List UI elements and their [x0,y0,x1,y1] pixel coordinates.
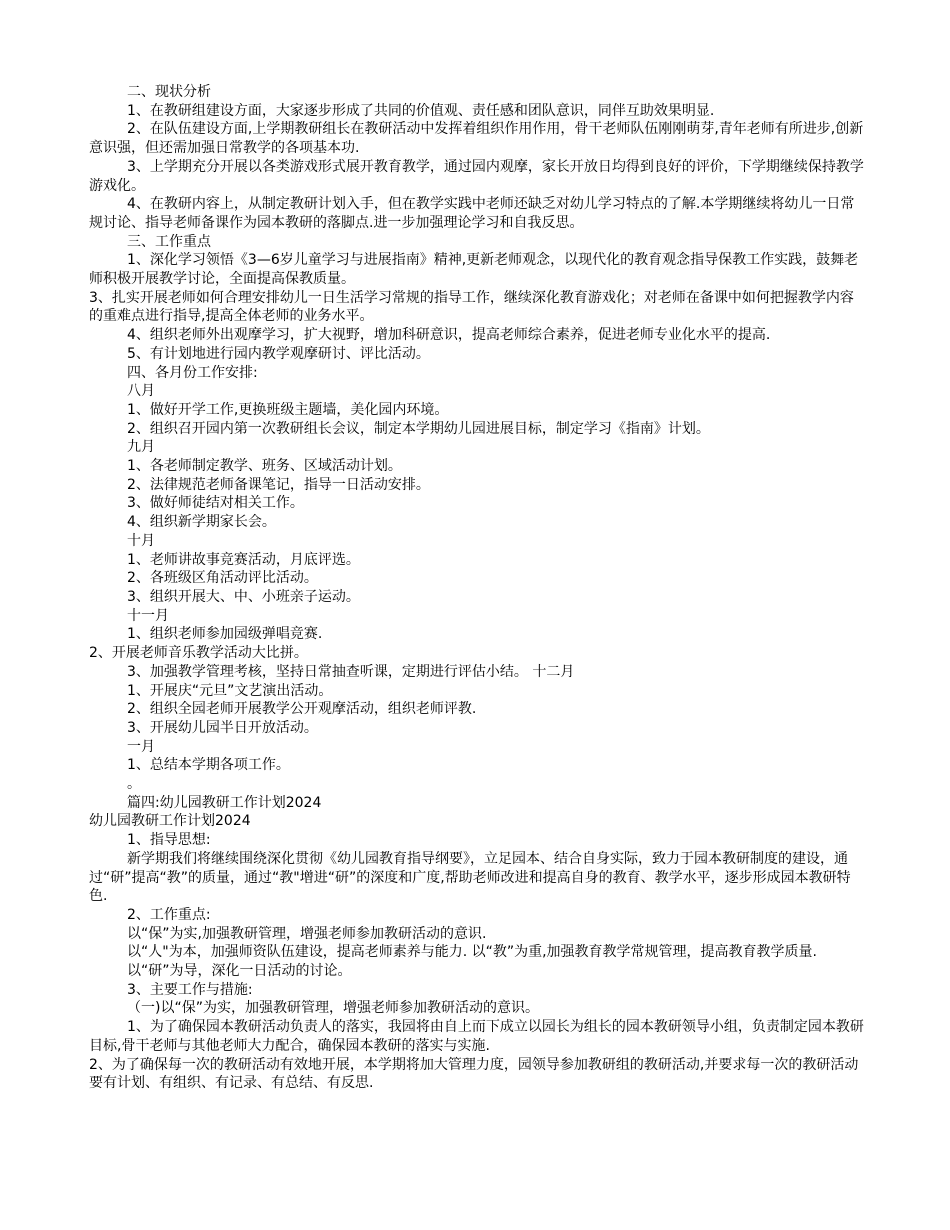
paragraph: 十月 [127,532,155,549]
paragraph: 以“保”为实,加强教研管理，增强老师参加教研活动的意识. [127,925,487,942]
paragraph: 2、各班级区角活动评比活动。 [127,570,318,587]
paragraph: 2、工作重点: [127,906,211,923]
paragraph: 5、有计划地进行园内教学观摩研讨、评比活动。 [127,345,430,362]
paragraph: 二、现状分析 [127,84,211,100]
paragraph: 2、为了确保每一次的教研活动有效地开展，本学期将加大管理力度，园领导参加教研组的教研活动,并要求每一次的教研活动要有计划、有组织、有记录、有总结、有反思. [89,1056,859,1092]
paragraph: 1、开展庆“元旦”文艺演出活动。 [127,682,333,699]
paragraph: 一月 [127,738,155,755]
paragraph: 篇四:幼儿园教研工作计划2024 [127,794,322,811]
paragraph: 1、指导思想: [127,832,211,849]
paragraph: （一)以“保”为实，加强教研管理，增强老师参加教研活动的意识。 [127,1000,539,1017]
paragraph: 4、组织新学期家长会。 [127,514,276,531]
paragraph: 1、老师讲故事竞赛活动，月底评选。 [127,551,360,568]
paragraph: 1、深化学习领悟《3—6岁儿童学习与进展指南》精神,更新老师观念，以现代化的教育观念指导保教工作实践，鼓舞老师积极开展教学讨论，全面提高保教质量。 [89,252,859,288]
paragraph: 1、总结本学期各项工作。 [127,757,290,774]
paragraph: 2、法律规范老师备课笔记，指导一日活动安排。 [127,476,430,493]
paragraph: 2、在队伍建设方面,上学期教研组长在教研活动中发挥着组织作用作用，骨干老师队伍刚刚萌芽,青年老师有所进步,创新意识强，但还需加强日常教学的各项基本功. [89,121,864,157]
paragraph: 四、各月份工作安排: [127,364,258,381]
paragraph: 2、开展老师音乐教学活动大比拼。 [89,645,308,662]
paragraph: 1、在教研组建设方面，大家逐步形成了共同的价值观、责任感和团队意识，同伴互助效果明显. [127,102,715,119]
paragraph: 九月 [127,439,155,456]
paragraph: 新学期我们将继续围绕深化贯彻《幼儿园教育指导纲要》，立足园本、结合自身实际，致力于园本教研制度的建设，通过“研”提高“教”的质量，通过“教"增进“研”的深度和广度,帮助老师改进和提高自身的教育、教学水平，逐步形成园本教研特色. [89,850,851,905]
paragraph: 3、上学期充分开展以各类游戏形式展开教育教学，通过园内观摩，家长开放日均得到良好的评价，下学期继续保持教学游戏化。 [89,158,864,194]
paragraph: 2、组织全园老师开展教学公开观摩活动，组织老师评教. [127,701,477,718]
paragraph: 幼儿园教研工作计划2024 [89,813,251,830]
paragraph: 3、扎实开展老师如何合理安排幼儿一日生活学习常规的指导工作，继续深化教育游戏化；对老师在备课中如何把握教学内容的重难点进行指导,提高全体老师的业务水平。 [89,289,854,325]
paragraph: 3、主要工作与措施: [127,981,253,998]
paragraph: 1、各老师制定教学、班务、区域活动计划。 [127,458,402,475]
paragraph: 2、组织召开园内第一次教研组长会议，制定本学期幼儿园进展目标，制定学习《指南》计划。 [127,420,710,437]
paragraph: 1、做好开学工作,更换班级主题墙，美化园内环境。 [127,401,449,418]
paragraph: 3、组织开展大、中、小班亲子运动。 [127,588,360,605]
document-page [89,83,864,1093]
paragraph: 1、组织老师参加园级弹唱竞赛. [127,626,323,643]
paragraph: 4、组织老师外出观摩学习，扩大视野，增加科研意识，提高老师综合素养，促进老师专业化水平的提高. [127,327,771,344]
paragraph: 3、做好师徒结对相关工作。 [127,495,304,512]
paragraph: 八月 [127,383,155,400]
paragraph: 3、加强教学管理考核，坚持日常抽查听课，定期进行评估小结。 十二月 [127,663,575,680]
paragraph: 以“人"为本，加强师资队伍建设，提高老师素养与能力. 以“教”为重,加强教育教学常规管理，提高教育教学质量. [127,944,817,961]
paragraph: 。 [127,776,141,793]
paragraph: 3、开展幼儿园半日开放活动。 [127,719,318,736]
paragraph: 1、为了确保园本教研活动负责人的落实，我园将由自上而下成立以园长为组长的园本教研领导小组，负责制定园本教研目标,骨干老师与其他老师大力配合，确保园本教研的落实与实施. [89,1019,864,1054]
paragraph: 十一月 [127,607,169,624]
paragraph: 以“研”为导，深化一日活动的讨论。 [127,963,352,980]
paragraph: 三、工作重点 [127,233,211,250]
paragraph: 4、在教研内容上，从制定教研计划入手，但在教学实践中老师还缺乏对幼儿学习特点的了解.本学期继续将幼儿一日常规讨论、指导老师备课作为园本教研的落脚点.进一步加强理论学习和自我反思。 [89,196,855,231]
